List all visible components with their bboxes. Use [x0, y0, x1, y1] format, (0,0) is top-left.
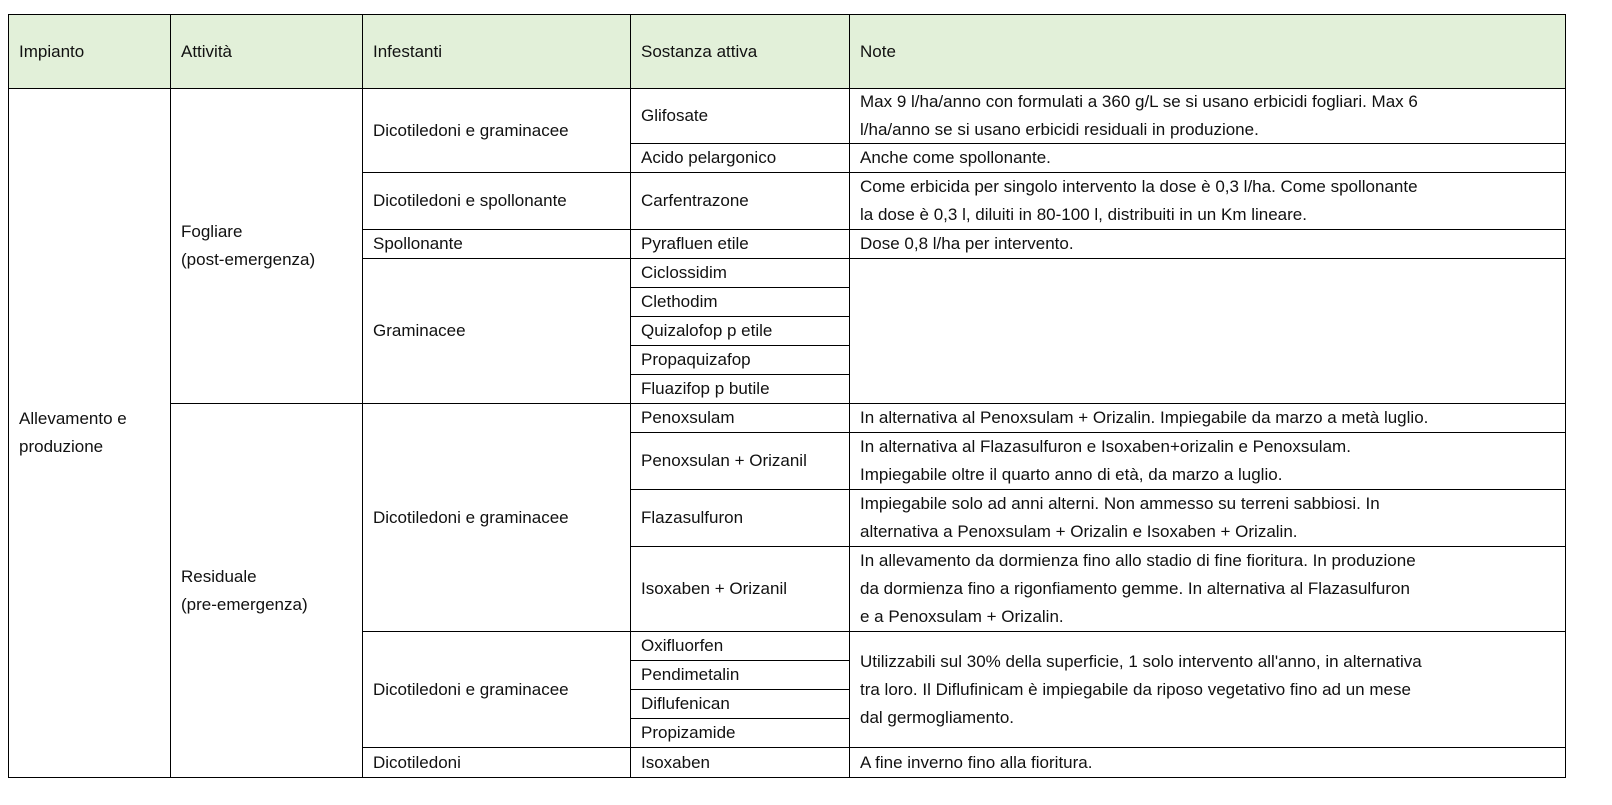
- cell-text: Diflufenican: [641, 694, 730, 713]
- cell-text: l/ha/anno se si usano erbicidi residuali in produzione.: [860, 120, 1259, 139]
- cell-text: Graminacee: [373, 321, 466, 340]
- cell-text: Impiegabile oltre il quarto anno di età, da marzo a luglio.: [860, 465, 1283, 484]
- cell-text: Pyrafluen etile: [641, 234, 749, 253]
- note-cell: [850, 433, 1566, 490]
- sostanza-cell: [631, 404, 850, 433]
- sostanza-cell: [631, 375, 850, 404]
- cell-text: Allevamento e: [19, 409, 127, 428]
- cell-text: Oxifluorfen: [641, 636, 724, 655]
- cell-text: Dicotiledoni e graminacee: [373, 679, 569, 699]
- cell-text: Pendimetalin: [641, 665, 740, 684]
- header-sostanza: [631, 15, 850, 89]
- sostanza-cell: [631, 144, 850, 173]
- note-cell: [850, 404, 1566, 433]
- note-cell: [850, 173, 1566, 230]
- cell-text: Spollonante: [373, 234, 463, 253]
- attivita-cell: [171, 89, 363, 404]
- sostanza-cell: [631, 89, 850, 144]
- cell-text: produzione: [19, 437, 104, 456]
- sostanza-cell: [631, 230, 850, 259]
- cell-text: da dormienza fino a rigonfiamento gemme. In alternativa al Flazasulfuron: [860, 579, 1410, 598]
- cell-text: In alternativa al Flazasulfuron e Isoxaben+orizalin e Penoxsulam.: [860, 437, 1351, 456]
- cell-text: dal germogliamento.: [860, 707, 1015, 727]
- infestanti-cell: [363, 230, 631, 259]
- cell-text: Flazasulfuron: [641, 508, 744, 527]
- cell-text: Penoxsulam: [641, 408, 735, 427]
- cell-text: Dicotiledoni e graminacee: [373, 507, 569, 527]
- cell-text: e a Penoxsulam + Orizalin.: [860, 607, 1064, 626]
- infestanti-cell: [363, 89, 631, 173]
- cell-text: (post-emergenza): [181, 250, 316, 269]
- cell-text: Impianto: [19, 41, 85, 61]
- cell-text: Fogliare: [181, 222, 243, 241]
- note-cell: [850, 490, 1566, 547]
- cell-text: (pre-emergenza): [181, 594, 308, 614]
- cell-text: Isoxaben: [641, 752, 710, 772]
- cell-text: Max 9 l/ha/anno con formulati a 360 g/L se si usano erbicidi fogliari. Max 6: [860, 92, 1418, 111]
- cell-text: Come erbicida per singolo intervento la dose è 0,3 l/ha. Come spollonante: [860, 177, 1418, 196]
- cell-text: Clethodim: [641, 292, 718, 311]
- note-cell: [850, 632, 1566, 748]
- sostanza-cell: [631, 632, 850, 661]
- impianto-cell: [9, 89, 171, 778]
- cell-text: Dicotiledoni e graminacee: [373, 120, 569, 140]
- cell-text: Attività: [181, 41, 233, 61]
- note-cell: [850, 748, 1566, 778]
- sostanza-cell: [631, 433, 850, 490]
- header-infestanti: [363, 15, 631, 89]
- cell-text: Dicotiledoni: [373, 752, 461, 772]
- sostanza-cell: [631, 173, 850, 230]
- note-cell: [850, 89, 1566, 144]
- cell-text: A fine inverno fino alla fioritura.: [860, 752, 1093, 772]
- cell-text: Fluazifop p butile: [641, 379, 770, 398]
- cell-text: Quizalofop p etile: [641, 321, 773, 340]
- cell-text: Utilizzabili sul 30% della superficie, 1 solo intervento all'anno, in alternativa: [860, 651, 1422, 671]
- cell-text: Propaquizafop: [641, 350, 751, 369]
- sostanza-cell: [631, 748, 850, 778]
- infestanti-cell: [363, 259, 631, 404]
- infestanti-cell: [363, 173, 631, 230]
- header-attivita: [171, 15, 363, 89]
- cell-text: Dicotiledoni e spollonante: [373, 191, 567, 210]
- cell-text: Residuale: [181, 566, 257, 586]
- cell-text: In allevamento da dormienza fino allo stadio di fine fioritura. In produzione: [860, 551, 1416, 570]
- sostanza-cell: [631, 259, 850, 288]
- header-note: [850, 15, 1566, 89]
- cell-text: Sostanza attiva: [641, 41, 758, 61]
- cell-text: Acido pelargonico: [641, 148, 777, 167]
- cell-text: tra loro. Il Diflufinicam è impiegabile da riposo vegetativo fino ad un mese: [860, 679, 1411, 699]
- header-impianto: [9, 15, 171, 89]
- cell-text: Impiegabile solo ad anni alterni. Non ammesso su terreni sabbiosi. In: [860, 494, 1380, 513]
- cell-text: Glifosate: [641, 106, 709, 125]
- infestanti-cell: [363, 748, 631, 778]
- cell-text: Anche come spollonante.: [860, 148, 1051, 167]
- cell-text: Carfentrazone: [641, 191, 749, 210]
- infestanti-cell: [363, 632, 631, 748]
- sostanza-cell: [631, 547, 850, 632]
- cell-text: alternativa a Penoxsulam + Orizalin e Isoxaben + Orizalin.: [860, 522, 1298, 541]
- note-cell: [850, 547, 1566, 632]
- sostanza-cell: [631, 317, 850, 346]
- cell-text: Dose 0,8 l/ha per intervento.: [860, 234, 1074, 253]
- sostanza-cell: [631, 719, 850, 748]
- cell-text: Propizamide: [641, 723, 736, 742]
- herbicide-table: [8, 14, 1566, 778]
- note-cell: [850, 144, 1566, 173]
- note-cell: [850, 230, 1566, 259]
- cell-text: Isoxaben + Orizanil: [641, 579, 787, 598]
- cell-text: Infestanti: [373, 41, 442, 61]
- sostanza-cell: [631, 288, 850, 317]
- attivita-cell: [171, 404, 363, 778]
- cell-text: la dose è 0,3 l, diluiti in 80-100 l, distribuiti in un Km lineare.: [860, 205, 1307, 224]
- sostanza-cell: [631, 661, 850, 690]
- note-cell: [850, 259, 1566, 404]
- cell-text: Note: [860, 41, 896, 61]
- infestanti-cell: [363, 404, 631, 632]
- sostanza-cell: [631, 490, 850, 547]
- sostanza-cell: [631, 690, 850, 719]
- cell-text: Penoxsulan + Orizanil: [641, 451, 807, 470]
- sostanza-cell: [631, 346, 850, 375]
- cell-text: In alternativa al Penoxsulam + Orizalin. Impiegabile da marzo a metà luglio.: [860, 408, 1429, 427]
- cell-text: Ciclossidim: [641, 263, 727, 282]
